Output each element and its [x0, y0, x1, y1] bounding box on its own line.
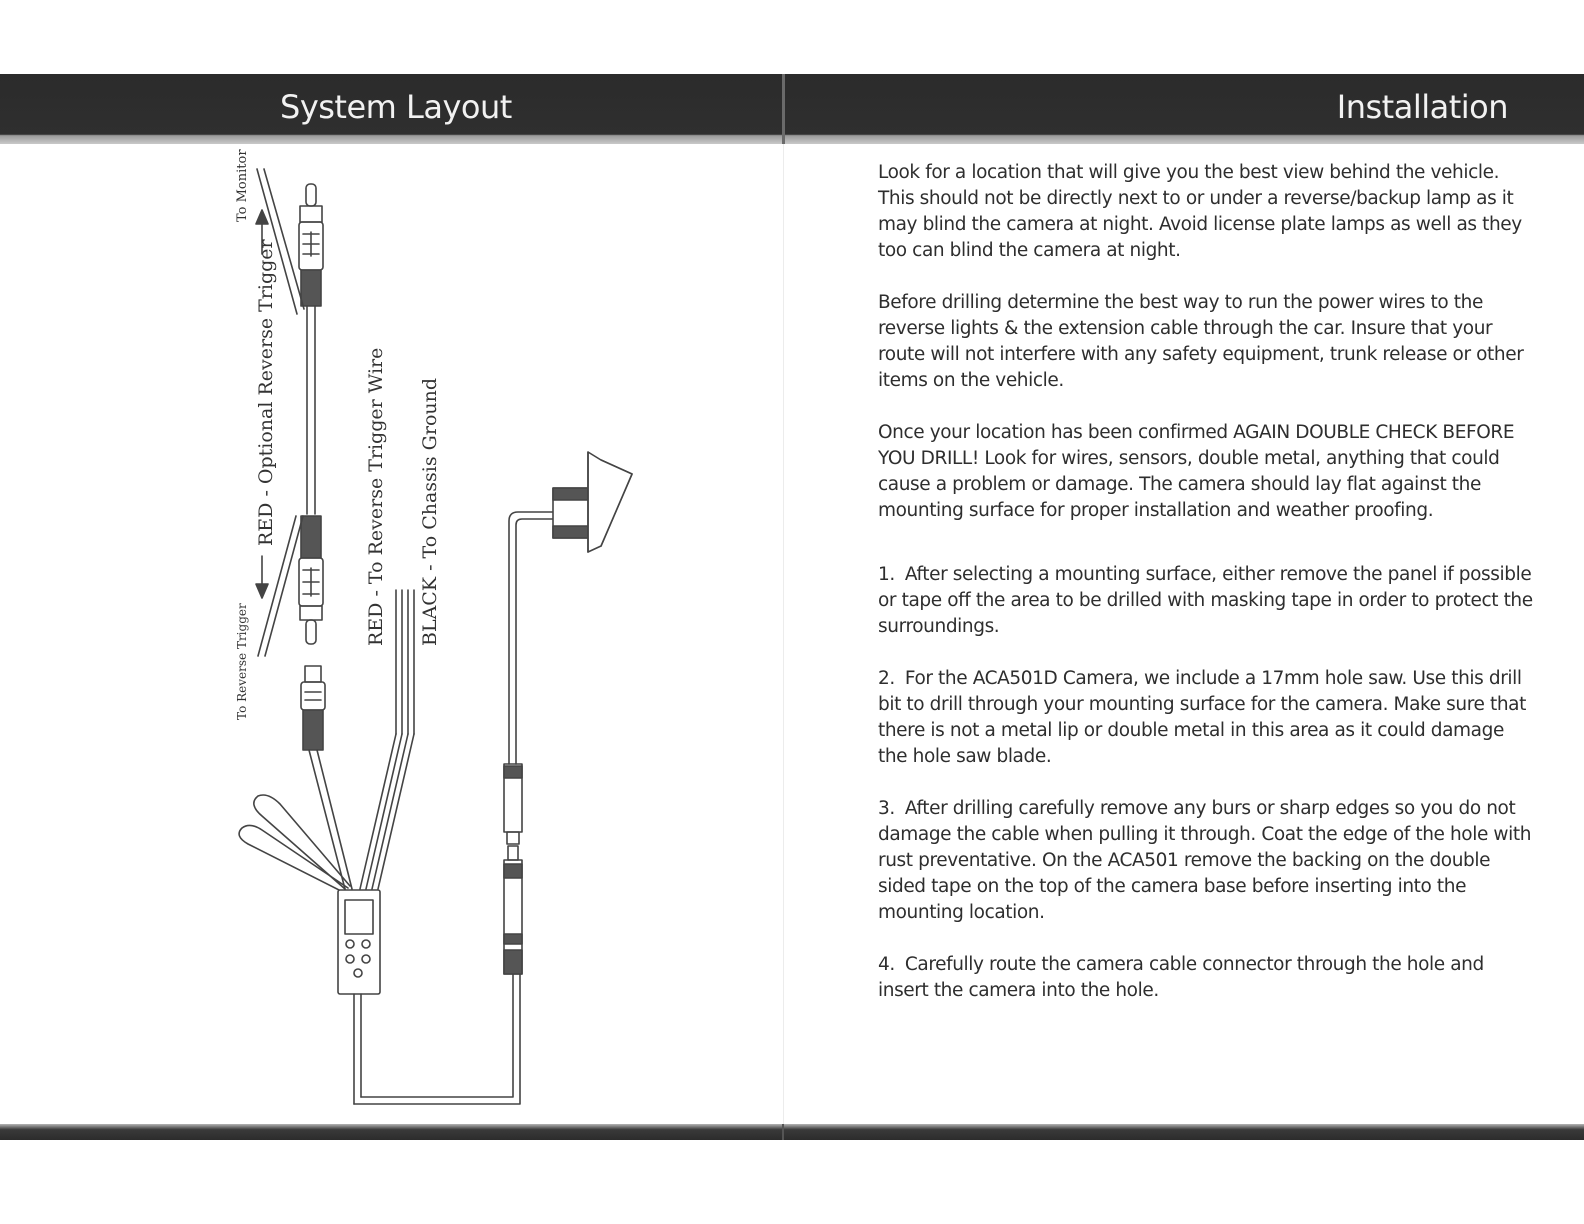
wiring-diagram-svg	[0, 144, 782, 1124]
footer-divider	[782, 1124, 784, 1140]
step-2	[878, 666, 1538, 770]
system-layout-title: System Layout	[280, 88, 512, 126]
system-layout-diagram	[0, 144, 782, 1124]
reverse-trigger-rca-connector	[299, 516, 323, 644]
step-3	[878, 796, 1538, 926]
paragraph-location: Look for a location that will give you the best view behind the vehicle. This should not be directly next to or under a reverse/backup lamp as it may blind the camera at night. Avoid license plate lamps as well as they too can blind the camera at night.	[878, 162, 1522, 261]
paragraph-before-drilling: Before drilling determine the best way to run the power wires to the reverse lights & the extension cable through the car. Insure that your route will not interfere with any safety equipment, trunk release or other items on the vehicle.	[878, 292, 1524, 391]
step-2-number: 2.	[878, 668, 895, 689]
page-fold	[783, 144, 784, 1124]
step-4	[878, 952, 1538, 1004]
step-3-text: After drilling carefully remove any burs or sharp edges so you do not damage the cable when pulling it through. Coat the edge of the hole with rust preventative. On the ACA501 remove the backing on the double sided tape on the top of the camera base before inserting into the mounting location.	[878, 798, 1532, 923]
extension-connectors	[504, 764, 522, 974]
step-4-text: Carefully route the camera cable connector through the hole and insert the camera into the hole.	[878, 954, 1484, 1001]
step-2-text: For the ACA501D Camera, we include a 17mm hole saw. Use this drill bit to drill through your mounting surface for the camera. Make sure that there is not a metal lip or double metal in this area as it could damage the hole saw blade.	[878, 668, 1526, 767]
step-1-number: 1.	[878, 564, 895, 585]
step-1-text: After selecting a mounting surface, either remove the panel if possible or tape off the area to be drilled with masking tape in order to protect the surroundings.	[878, 564, 1533, 637]
label-to-reverse-trigger: To Reverse Trigger	[235, 603, 249, 720]
harness-rca-connector	[301, 666, 325, 750]
label-to-monitor: To Monitor	[235, 149, 250, 222]
label-optional-reverse-trigger: RED - Optional Reverse Trigger	[255, 239, 277, 546]
step-3-number: 3.	[878, 798, 895, 819]
installation-title: Installation	[1336, 88, 1508, 126]
footer-bar	[0, 1124, 1584, 1140]
step-4-number: 4.	[878, 954, 895, 975]
header-divider	[782, 74, 785, 144]
step-1	[878, 562, 1538, 640]
junction-box	[338, 890, 380, 1104]
label-red-reverse-trigger-wire: RED - To Reverse Trigger Wire	[365, 347, 387, 646]
monitor-rca-connector	[299, 184, 323, 514]
camera-unit	[553, 452, 632, 552]
label-black-chassis-ground: BLACK - To Chassis Ground	[419, 377, 441, 646]
paragraph-double-check: Once your location has been confirmed AGAIN DOUBLE CHECK BEFORE YOU DRILL! Look for wires, sensors, double metal, anything that could cause a problem or damage. The camera should lay flat against the mounting surface for proper installation and weather proofing.	[878, 422, 1515, 521]
